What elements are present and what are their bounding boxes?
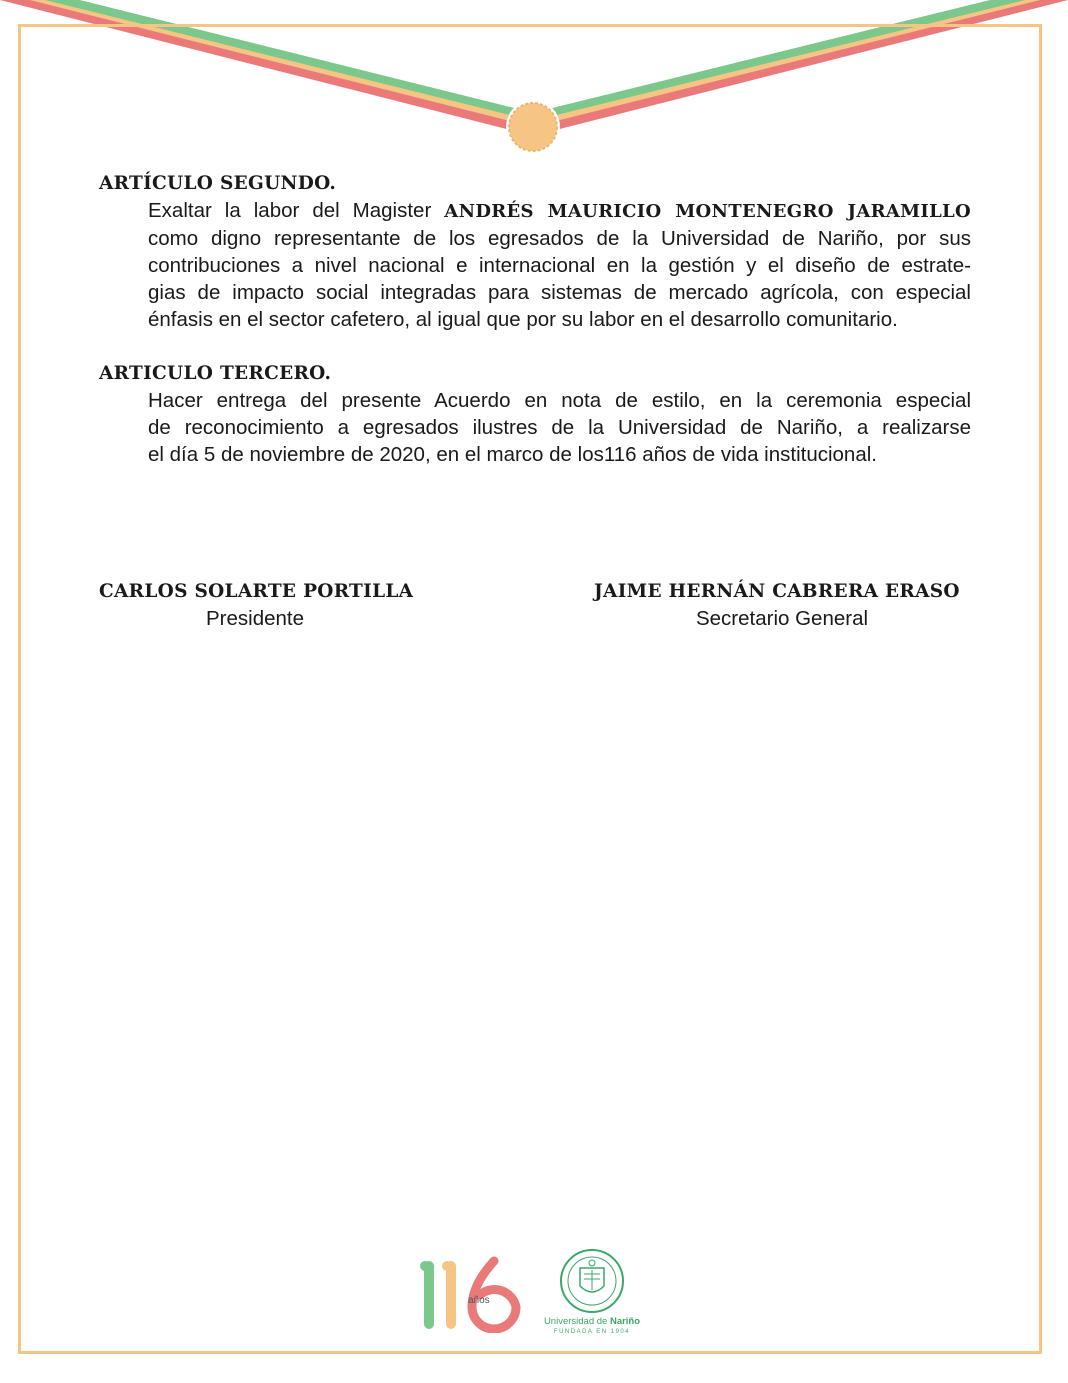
anniversary-116-graphic [420, 1255, 525, 1333]
article-2-line: énfasis en el sector cafetero, al igual que por su labor en el desarrollo comunitario. [148, 308, 898, 331]
signatory-name: JAIME HERNÁN CABRERA ERASO [594, 581, 960, 602]
article-2-text [148, 197, 971, 333]
university-seal [540, 1248, 644, 1343]
signatory-role: Presidente [205, 607, 304, 630]
article-2-intro: Exaltar la labor del Magister [148, 199, 432, 222]
signature-secretary [594, 579, 970, 633]
signature-president [99, 579, 414, 633]
anniversary-logo [420, 1255, 525, 1333]
university-name [540, 1316, 644, 1327]
honoree-name: ANDRÉS MAURICIO MONTENEGRO JARAMILLO [444, 201, 971, 222]
university-prefix: Universidad de [543, 1316, 610, 1327]
signatory-role: Secretario General [695, 607, 869, 630]
article-3-heading: ARTICULO TERCERO. [99, 363, 332, 384]
article-2-line-1 [148, 197, 971, 225]
university-name-bold: Nariño [609, 1316, 641, 1327]
article-3-line: el día 5 de noviembre de 2020, en el marco de los116 años de vida institucional. [148, 443, 877, 466]
article-3-line: de reconocimiento a egresados ilustres de la Universidad de Nariño, a realizarse [148, 416, 971, 439]
article-2-line: contribuciones a nivel nacional e internacional en la gestión y el diseño de estrate- [148, 254, 971, 277]
article-3-line: Hacer entrega del presente Acuerdo en nota de estilo, en la ceremonia especial [148, 389, 971, 412]
signatory-name: CARLOS SOLARTE PORTILLA [99, 581, 414, 602]
article-2-line: gias de impacto social integradas para sistemas de mercado agrícola, con especial [148, 281, 971, 304]
article-2-line: como digno representante de los egresados de la Universidad de Nariño, por sus [148, 227, 971, 250]
document-body [99, 170, 971, 468]
article-2-heading: ARTÍCULO SEGUNDO. [99, 173, 337, 194]
article-3-text [148, 387, 971, 468]
anniversary-word: años [468, 1295, 490, 1306]
university-crest-icon [540, 1248, 644, 1318]
founded-year: FUNDADA EN 1904 [553, 1329, 631, 1335]
